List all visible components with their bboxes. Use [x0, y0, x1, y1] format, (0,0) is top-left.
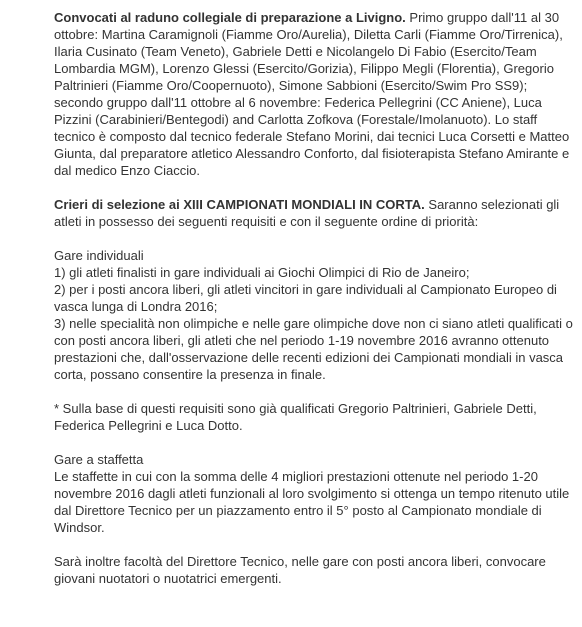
- paragraph-gap: [54, 179, 575, 196]
- criteri-text: Saranno selezionati gli atleti in possesso dei seguenti requisiti e con il seguente ordine di priorità:: [54, 197, 560, 229]
- gare-staffetta-text: Le staffette in cui con la somma delle 4 migliori prestazioni ottenute nel periodo 1-20 novembre 2016 dagli atleti funzionali al loro svolgimento si ottenga un tempo ritenuto utile dal Direttore Tecnico per un piazzamento entro il 5° posto al Campionato mondiale di Windsor.: [54, 469, 570, 535]
- paragraph-gap: [54, 434, 575, 451]
- convocati-paragraph: [54, 9, 575, 179]
- gare-individuali-title: Gare individuali: [54, 248, 144, 263]
- paragraph-gap: [54, 536, 575, 553]
- criterion-item-1: 1) gli atleti finalisti in gare individuali ai Giochi Olimpici di Rio de Janeiro;: [54, 265, 470, 280]
- convocati-heading: Convocati al raduno collegiale di preparazione a Livigno.: [54, 10, 406, 25]
- criterion-item-3: 3) nelle specialità non olimpiche e nelle gare olimpiche dove non ci siano atleti qualificati o con posti ancora liberi, gli atleti che nel periodo 1-19 novembre 2016 avranno ottenuto prestazioni che, dall'osservazione delle recenti edizioni dei Campionati mondiali in vasca corta, possano consentire la presenza in finale.: [54, 316, 573, 382]
- criteri-paragraph: [54, 196, 575, 230]
- gare-staffetta-section: [54, 451, 575, 536]
- article-body: [54, 9, 575, 587]
- qualificati-note: * Sulla base di questi requisiti sono già qualificati Gregorio Paltrinieri, Gabriele Detti, Federica Pellegrini e Luca Dotto.: [54, 401, 537, 433]
- gare-staffetta-title: Gare a staffetta: [54, 452, 144, 467]
- gare-individuali-section: [54, 247, 575, 383]
- paragraph-gap: [54, 230, 575, 247]
- criteri-heading: Crieri di selezione ai XIII CAMPIONATI MONDIALI IN CORTA.: [54, 197, 425, 212]
- paragraph-gap: [54, 383, 575, 400]
- convocati-text: Primo gruppo dall'11 al 30 ottobre: Martina Caramignoli (Fiamme Oro/Aurelia), Diletta Carli (Fiamme Oro/Tirrenica), Ilaria Cusinato (Team Veneto), Gabriele Detti e Nicolangelo Di Fabio (Esercito/Team Lombardia MGM), Lorenzo Glessi (Esercito/Gorizia), Filippo Megli (Florentia), Gregorio Paltrinieri (Fiamme Oro/Coopernuoto), Simone Sabbioni (Esercito/Swim Pro SS9); secondo gruppo dall'11 ottobre al 6 novembre: Federica Pellegrini (CC Aniene), Luca Pizzini (Carabinieri/Bentegodi) and Carlotta Zofkova (Forestale/Imolanuoto). Lo staff tecnico è composto dal tecnico federale Stefano Morini, dai tecnici Luca Corsetti e Matteo Giunta, dal preparatore atletico Alessandro Conforto, dal fisioterapista Stefano Amirante e dal medico Enzo Ciaccio.: [54, 10, 570, 178]
- criterion-item-2: 2) per i posti ancora liberi, gli atleti vincitori in gare individuali al Campionato Europeo di vasca lunga di Londra 2016;: [54, 282, 557, 314]
- closing-paragraph: Sarà inoltre facoltà del Direttore Tecnico, nelle gare con posti ancora liberi, convocare giovani nuotatori o nuotatrici emergenti.: [54, 554, 546, 586]
